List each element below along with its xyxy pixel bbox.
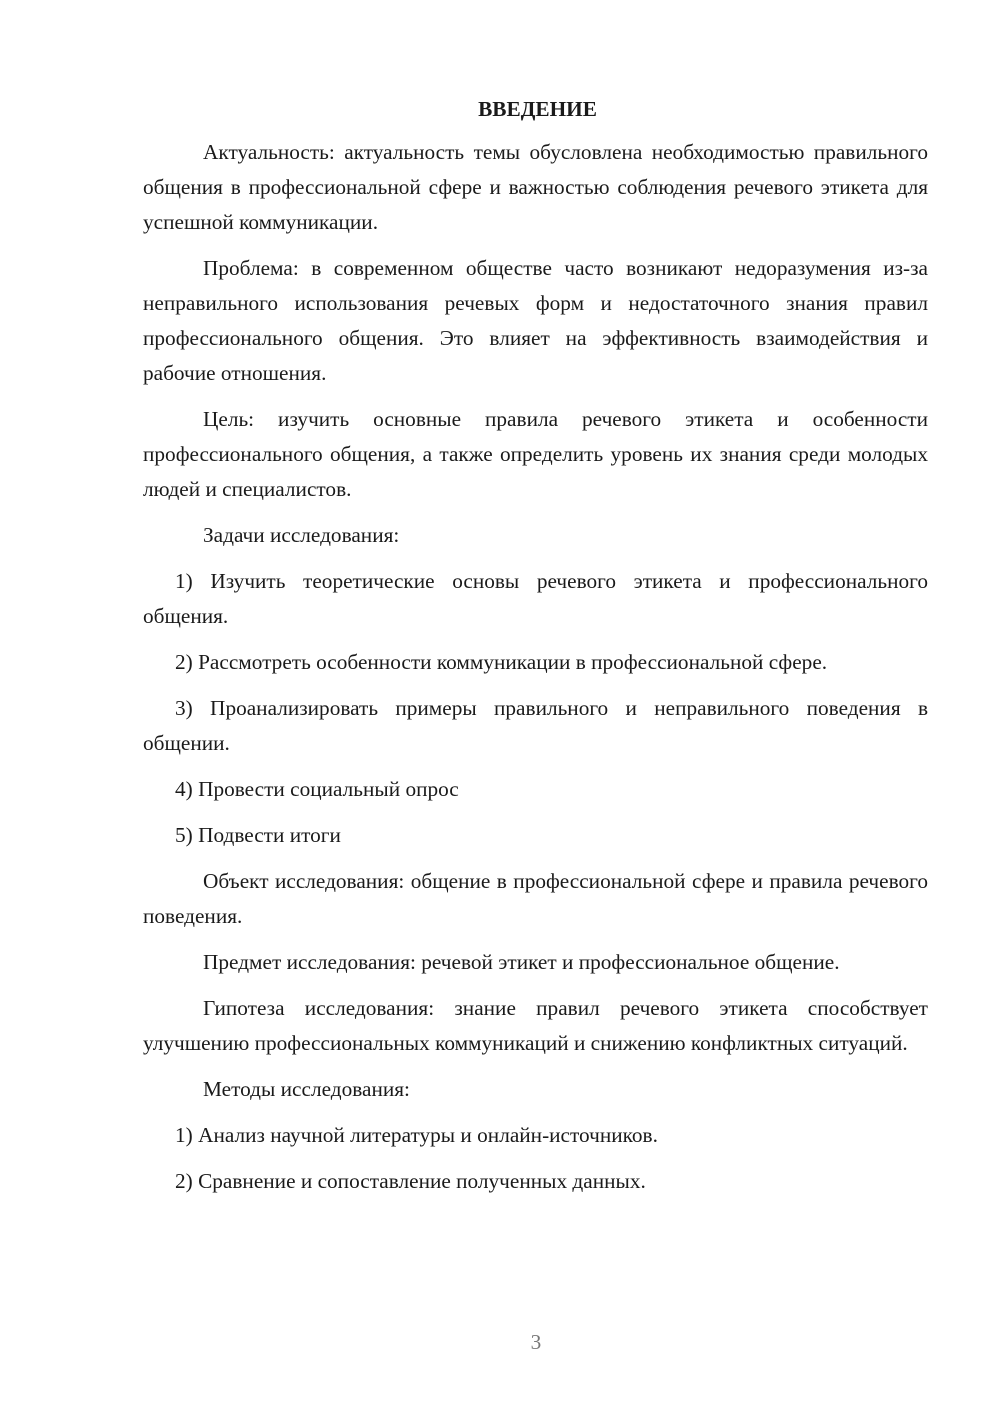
task-item: 4) Провести социальный опрос [175,777,459,801]
task-item: 3) Проанализировать примеры правильного и неправильного поведения в общении. [143,696,928,755]
methods-heading: Методы исследования: [203,1077,410,1101]
relevance-paragraph: Актуальность: актуальность темы обусловлена необходимостью правильного общения в профессиональной сфере и важностью соблюдения речевого этикета для успешной коммуникации. [143,140,928,234]
method-item: 1) Анализ научной литературы и онлайн-источников. [175,1123,658,1147]
task-item: 1) Изучить теоретические основы речевого этикета и профессионального общения. [143,569,928,628]
problem-paragraph: Проблема: в современном обществе часто возникают недоразумения из-за неправильного использования речевых форм и недостаточного знания правил профессионального общения. Это влияет на эффективность взаимодействия и рабочие отношения. [143,256,928,385]
goal-paragraph: Цель: изучить основные правила речевого этикета и особенности профессионального общения, а также определить уровень их знания среди молодых людей и специалистов. [143,407,928,501]
subject-paragraph: Предмет исследования: речевой этикет и профессиональное общение. [203,950,840,974]
method-item: 2) Сравнение и сопоставление полученных данных. [175,1169,646,1193]
object-paragraph: Объект исследования: общение в профессиональной сфере и правила речевого поведения. [143,869,928,928]
hypothesis-paragraph: Гипотеза исследования: знание правил речевого этикета способствует улучшению профессиональных коммуникаций и снижению конфликтных ситуаций. [143,996,928,1055]
page-number: 3 [530,1330,542,1354]
document-page [143,92,928,1210]
tasks-heading: Задачи исследования: [203,523,400,547]
task-item: 2) Рассмотреть особенности коммуникации в профессиональной сфере. [175,650,828,674]
page-title: ВВЕДЕНИЕ [478,97,597,121]
task-item: 5) Подвести итоги [175,823,341,847]
